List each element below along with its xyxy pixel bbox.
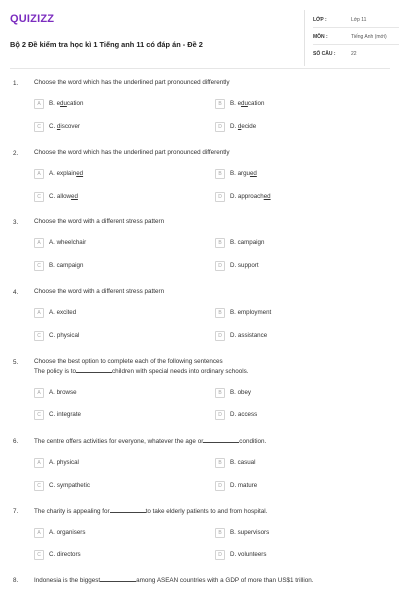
option-text: B. argued [230,170,257,177]
option-letter: C [34,122,44,132]
option-letter: C [34,261,44,271]
option-letter: C [34,410,44,420]
option-letter: B [215,308,225,318]
option-text: A. explained [49,170,84,177]
option-letter: D [215,122,225,132]
question-sentence: The policy is to children with special needs into ordinary schools. [34,368,249,375]
header-divider [10,68,390,69]
option-text: C. directors [49,551,81,558]
meta-value: 22 [351,51,357,57]
option-letter: B [215,169,225,179]
option-letter: D [215,331,225,341]
document-title: Bộ 2 Đề kiểm tra học kì 1 Tiếng anh 11 có đáp án - Đề 2 [10,40,203,49]
meta-value: Tiếng Anh (mới) [351,34,387,40]
answer-blank [76,367,112,373]
option-text: A. browse [49,389,77,396]
option-letter: D [215,261,225,271]
answer-blank [203,437,239,443]
option-text: C. sympathetic [49,482,90,489]
meta-label: MÔN : [313,34,328,40]
option-text: C. discover [49,123,80,130]
option-text: A. organisers [49,529,86,536]
option-letter: D [215,481,225,491]
option-text: C. integrate [49,411,81,418]
question-prompt: Choose the best option to complete each of the following sentences [34,358,223,365]
option-text: B. supervisors [230,529,270,536]
question-number: 4. [13,289,19,296]
option-letter: B [215,388,225,398]
meta-value: Lớp 11 [351,17,367,23]
question-number: 3. [13,219,19,226]
option-text: D. access [230,411,258,418]
option-letter: A [34,388,44,398]
option-text: D. approached [230,193,271,200]
option-letter: A [34,458,44,468]
question-prompt: The charity is appealing for to take elderly patients to and from hospital. [34,508,268,515]
option-text: A. wheelchair [49,239,87,246]
option-text: D. mature [230,482,258,489]
option-text: D. volunteers [230,551,267,558]
option-text: D. decide [230,123,257,130]
meta-label: LỚP : [313,17,327,23]
option-letter: C [34,331,44,341]
question-number: 6. [13,438,19,445]
question-number: 2. [13,150,19,157]
answer-blank [110,507,146,513]
option-text: B. employment [230,309,272,316]
meta-row-question-count [313,47,399,61]
option-letter: A [34,99,44,109]
header [10,10,390,70]
option-letter: B [215,238,225,248]
answer-blank [100,576,136,582]
question-prompt: Choose the word which has the underlined part pronounced differently [34,79,230,86]
option-letter: D [215,192,225,202]
option-text: B. campaign [49,262,84,269]
option-letter: D [215,550,225,560]
option-letter: A [34,528,44,538]
question-prompt: Choose the word with a different stress pattern [34,218,165,225]
option-text: D. assistance [230,332,268,339]
question-number: 8. [13,577,19,584]
question-prompt: Indonesia is the biggest among ASEAN countries with a GDP of more than US$1 trillion. [34,577,314,584]
meta-row-subject [313,30,399,45]
option-letter: A [34,169,44,179]
option-letter: C [34,192,44,202]
option-letter: B [215,458,225,468]
question-prompt: Choose the word which has the underlined part pronounced differently [34,149,230,156]
option-letter: C [34,481,44,491]
option-text: B. campaign [230,239,265,246]
quizizz-logo[interactable]: QUIZIZZ [10,13,55,25]
question-prompt: Choose the word with a different stress pattern [34,288,165,295]
option-letter: B [215,528,225,538]
question-number: 7. [13,508,19,515]
meta-label: SỐ CÂU : [313,51,336,57]
option-text: A. excited [49,309,77,316]
option-letter: D [215,410,225,420]
option-text: A. physical [49,459,79,466]
option-text: B. education [49,100,84,107]
meta-row-class [313,13,399,28]
option-text: C. physical [49,332,80,339]
option-text: B. obey [230,389,251,396]
question-number: 5. [13,359,19,366]
option-text: B. casual [230,459,256,466]
meta-box [304,10,399,66]
option-letter: A [34,308,44,318]
option-text: D. support [230,262,259,269]
question-number: 1. [13,80,19,87]
option-letter: B [215,99,225,109]
option-text: C. allowed [49,193,78,200]
option-letter: A [34,238,44,248]
option-letter: C [34,550,44,560]
option-text: B. education [230,100,265,107]
question-prompt: The centre offers activities for everyone, whatever the age or condition. [34,438,267,445]
